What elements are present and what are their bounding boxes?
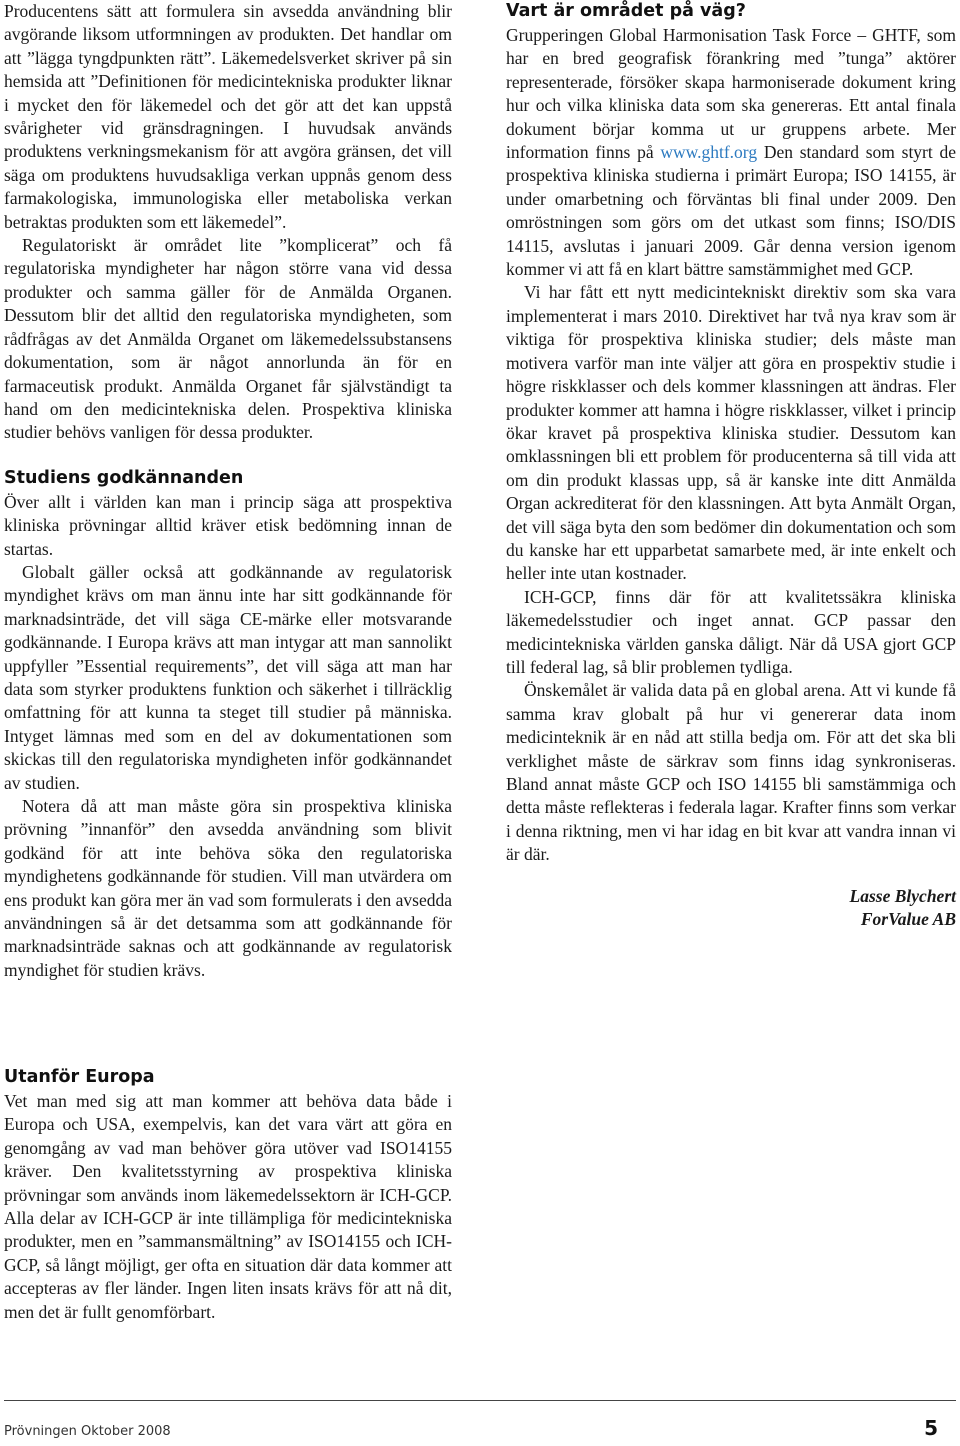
outside-europe-section xyxy=(4,1066,452,1324)
heading-studies: Studiens godkännanden xyxy=(4,467,244,488)
right-column xyxy=(506,0,956,931)
studies-paragraph-2: Globalt gäller också att godkännande av regulatorisk myndighet krävs om man ännu inte har sitt godkännande för marknadsinträde, det vill säga CE-märke eller motsvarande godkännande. I Europa krävs att man intygar att man sannolikt uppfyller ”Essential requirements”, det vill säga att man har data som styrker produktens funktion och säkerhet i tillräcklig omfattning för att kunna ta steget till studier på människa. Intyget lämnas med som en del av dokumentationen som skickas till den regulatoriska myndigheten inför godkännandet av studien. xyxy=(4,561,452,793)
left-column xyxy=(4,0,452,982)
future-paragraph-1 xyxy=(506,24,956,281)
ghtf-link[interactable]: www.ghtf.org xyxy=(660,142,758,163)
publication-name: Prövningen Oktober 2008 xyxy=(4,1424,171,1439)
future-paragraph-4: Önskemålet är valida data på en global arena. Att vi kunde få samma krav globalt på hur vi genererar data inom medicinteknik är en nåd att stilla bedja om. För att det ska bli verklighet måste de särkrav som finns idag synkroniseras. Bland annat måste GCP och ISO 14155 bli samstämmiga och detta måste reflekteras i federala lagar. Krafter finns som verkar i denna riktning, men vi har idag en bit kvar att vandra innan vi är där. xyxy=(506,680,956,865)
intro-paragraph-1: Producentens sätt att formulera sin avsedda användning blir avgörande liksom utformningen av produkten. Det handlar om att ”lägga tyngdpunkten rätt”. Läkemedelsverket skriver på sin hemsida att ”Definitionen för medicintekniska produkter liknar i mycket den för läkemedel och det gör att det kan uppstå svårigheter vid gränsdragningen. I huvudsak används produktens verkningsmekanism för att avgöra gränsen, det vill säga om produktens huvudsakliga verkan uppnås genom dess farmakologiska, immunologiska eller metaboliska verkan betraktas produkten som ett läkemedel”. xyxy=(4,1,452,232)
studies-paragraph-3: Notera då att man måste göra sin prospektiva kliniska prövning ”innanför” den avsedda användning som blivit godkänd för att inte behöva söka den regulatoriska myndighetens godkännande för studien. Vill man utvärdera om ens produkt kan göra mer än vad som formulerats i den avsedda användningen så är det detsamma som att godkännande för marknadsinträde saknas och att godkännande av regulatorisk myndighet för studien krävs. xyxy=(4,796,452,980)
signature xyxy=(506,885,956,932)
heading-future: Vart är området på väg? xyxy=(506,1,746,21)
future-text-1a: Grupperingen Global Harmonisation Task Force – GHTF, som har en bred geografisk förankring med ”tunga” aktörer representerade, försöker skapa harmoniserade dokument kring hur och vilka kliniska data som ska genereras. Ett antal finala dokument börjar komma ut ur gruppens arbete. Mer information finns på xyxy=(506,25,956,163)
intro-paragraph-2: Regulatoriskt är området lite ”komplicerat” och få regulatoriska myndigheter har någon större vana vid dessa produkter och samma gäller för de Anmälda Organen. Dessutom blir det alltid den regulatoriska myndigheten, som rådfrågas av det Anmälda Organet om läkemedelssubstansens dokumentation, som är något annorlunda än för en farmaceutisk produkt. Anmälda Organet får självständigt ta hand om den medicintekniska delen. Prospektiva kliniska studier behövs vanligen för dessa produkter. xyxy=(4,235,452,443)
future-paragraph-3: ICH-GCP, finns där för att kvalitetssäkra kliniska läkemedelsstudier och inget annat. GCP passar den medicintekniska världen ganska dåligt. När då USA gjort GCP till federal lag, så blir problemen tydliga. xyxy=(506,586,956,677)
page-number: 5 xyxy=(924,1416,938,1440)
studies-paragraph-1: Över allt i världen kan man i princip säga att prospektiva kliniska prövningar alltid kräver etisk bedömning innan de startas. xyxy=(4,491,452,559)
footer-divider xyxy=(4,1400,956,1401)
author-name: Lasse Blychert xyxy=(849,885,956,906)
future-text-1b: Den standard som styrt de prospektiva kliniska studierna i primärt Europa; ISO 14155, är under omarbetning och förväntas bli final under 2009. Den omröstningen som görs om det utkast som finns; ISO/DIS 14115, avslutas i januari 2009. Går denna version igenom kommer vi att få en klart bättre samstämmighet med GCP. xyxy=(506,142,956,280)
heading-outside-europe: Utanför Europa xyxy=(4,1067,155,1087)
future-paragraph-2: Vi har fått ett nytt medicintekniskt direktiv som ska vara implementerat i mars 2010. Direktivet har två nya krav som är viktiga för prospektiva kliniska studier; dels måste man motivera varför man inte väljer att göra en prospektiv studie i högre riskklasser och dels kommer klassningen att ändras. Fler produkter kommer att hamna i högre riskklasser, vilket i princip ökar kravet på prospektiva kliniska studier. Dessutom kan omklassningen bli ett problem för producenterna så till vida att om din produkt klassas upp, så är kanske inte ditt Anmälda Organ ackrediterat för den klassningen. Att byta Anmält Organ, det vill säga byta den som bedömer din dokumentation och som du kanske har ett upparbetat samarbete med, är inte enkelt och heller inte utan kostnader. xyxy=(506,282,956,584)
author-company: ForValue AB xyxy=(860,909,956,930)
outside-paragraph: Vet man med sig att man kommer att behöva data både i Europa och USA, exempelvis, kan det vara värt att göra en genomgång av vad man behöver göra utöver vad ISO14155 kräver. Den kvalitetsstyrning av prospektiva kliniska prövningar som används inom läkemedelssektorn är ICH-GCP. Alla delar av ICH-GCP är inte tillämpliga för medicintekniska produkter, men en ”sammansmältning” av ISO14155 och ICH-GCP, så långt möjligt, ger ofta en situation där data kommer att accepteras av fler länder. Ingen liten insats krävs för att nå dit, men det är fullt genomförbart. xyxy=(4,1091,452,1322)
